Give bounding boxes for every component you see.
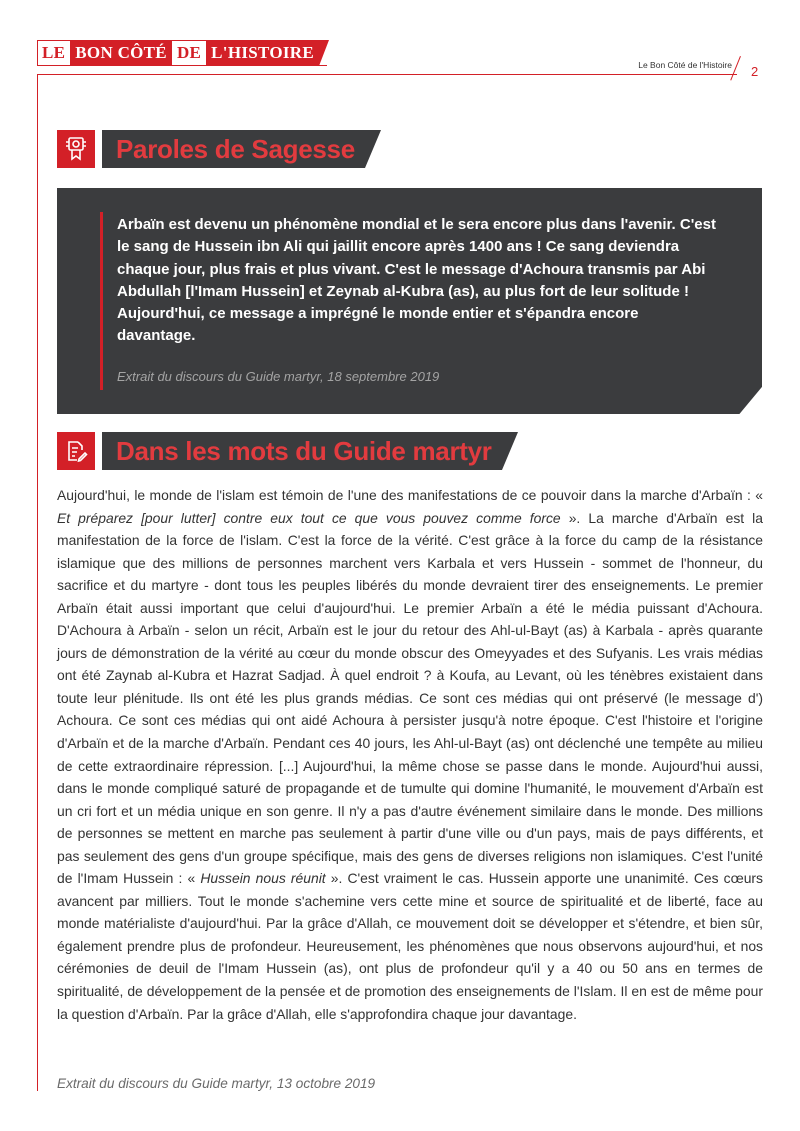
wisdom-quote: Arbaïn est devenu un phénomène mondial et le sera encore plus dans l'avenir. C'est le sang de Hussein ibn Ali qui jaillit encore après 1400 ans ! Ce sang deviendra chaque jour, plus frais et plus vivant. C'est le message d'Achoura transmis par Abi Abdullah [l'Imam Hussein] et Zeynab al-Kubra (as), au plus fort de leur solitude ! Aujourd'hui, ce message a imprégné le monde entier et s'épandra encore davantage. [117,216,716,345]
wisdom-title: Paroles de Sagesse [102,130,365,168]
wisdom-source: Extrait du discours du Guide martyr, 18 septembre 2019 [117,369,440,384]
heading-slant [365,130,381,168]
heading-slant [502,432,518,470]
logo-word-le: LE [37,40,70,66]
body-part-2: ». La marche d'Arbaïn est la manifestation de la force de l'islam. C'est la force de la vérité. C'est grâce à la force du camp de la résistance islamique que des millions de personnes marchent vers Karbala et vers Hussein - sommet de l'honneur, du sacrifice et du martyre - dont tous les peuples libérés du monde devraient tirer des enseignements. Le premier Arbaïn était aussi important que celui d'aujourd'hui. Le premier Arbaïn a été le média puissant d'Achoura. D'Achoura à Arbaïn - selon un récit, Arbaïn est le jour du retour des Ahl-ul-Bayt (as) à Karbala - après quarante jours de démonstration de la vérité au cœur du monde obscur des Omeyyades et des Sufyanis. Les vrais médias ont été Zaynab al-Kubra et Hazrat Sadjad. À quel endroit ? à Koufa, au Levant, où les ténèbres existaient dans toute leur plénitude. Ils ont été les plus grands médias. Ce sont ces médias qui ont préservé (le message d') Achoura. Ce sont ces médias qui ont aidé Achoura à persister jusqu'à notre époque. C'est l'histoire et l'origine d'Arbaïn et de la marche d'Arbaïn. Pendant ces 40 jours, les Ahl-ul-Bayt (as) ont déclenché une tempête au milieu de cette extraordinaire répression. [...] Aujourd'hui, la même chose se passe dans le monde. Aujourd'hui aussi, dans le monde compliqué saturé de propagande et de tumulte qui domine l'humanité, le mouvement d'Arbaïn est un cri fort et un média unique en son genre. Il n'y a pas d'autre événement similaire dans le monde. Des millions de personnes se mettent en marche pas seulement à partir d'une ville ou d'un pays, mais de pays différents, et pas seulement des gens d'un groupe spécifique, mais des gens de diverses religions non islamiques. C'est l'unité de l'Imam Hussein : « [57,509,763,887]
logo-word-de: DE [172,40,206,66]
award-certificate-icon [57,130,95,168]
guide-title: Dans les mots du Guide martyr [102,432,502,470]
body-part-3: ». C'est vraiment le cas. Hussein apporte une unanimité. Ces cœurs avancent par milliers. Tout le monde s'achemine vers cette mine et source de spiritualité et de liberté, face au monde matérialiste d'aujourd'hui. Par la grâce d'Allah, ce mouvement doit se développer et s'étendre, et bien sûr, également prendre plus de profondeur. Heureusement, les phénomènes que nous observons aujourd'hui, et nos cérémonies de deuil de l'Imam Hussein (as), ont plus de profondeur qu'il y a 40 ou 50 ans en termes de spiritualité, de développement de la pensée et de promotion des enseignements de l'Islam. Il en est de même pour la question d'Arbaïn. Par la grâce d'Allah, elle s'approfondira chaque jour davantage. [57,870,763,1022]
logo-word-histoire: L'HISTOIRE [206,40,319,66]
page-number: 2 [751,64,759,79]
margin-rule [37,74,38,1091]
quran-quote: Et préparez [pour lutter] contre eux tout ce que vous pouvez comme force [57,509,561,526]
quote-accent-bar [100,212,103,390]
guide-section-heading [57,432,518,470]
logo-frame [37,40,327,66]
hussein-quote: Hussein nous réunit [200,870,326,887]
body-part-1: Aujourd'hui, le monde de l'islam est témoin de l'une des manifestations de ce pouvoir dans la marche d'Arbaïn : « [57,487,763,503]
logo-word-bon-cote: BON CÔTÉ [70,40,172,66]
wisdom-section-heading [57,130,381,168]
header-rule [37,74,737,75]
document-edit-icon [57,432,95,470]
guide-body [57,484,763,1025]
guide-source: Extrait du discours du Guide martyr, 13 octobre 2019 [57,1076,376,1091]
running-title: Le Bon Côté de l'Histoire [638,60,732,70]
